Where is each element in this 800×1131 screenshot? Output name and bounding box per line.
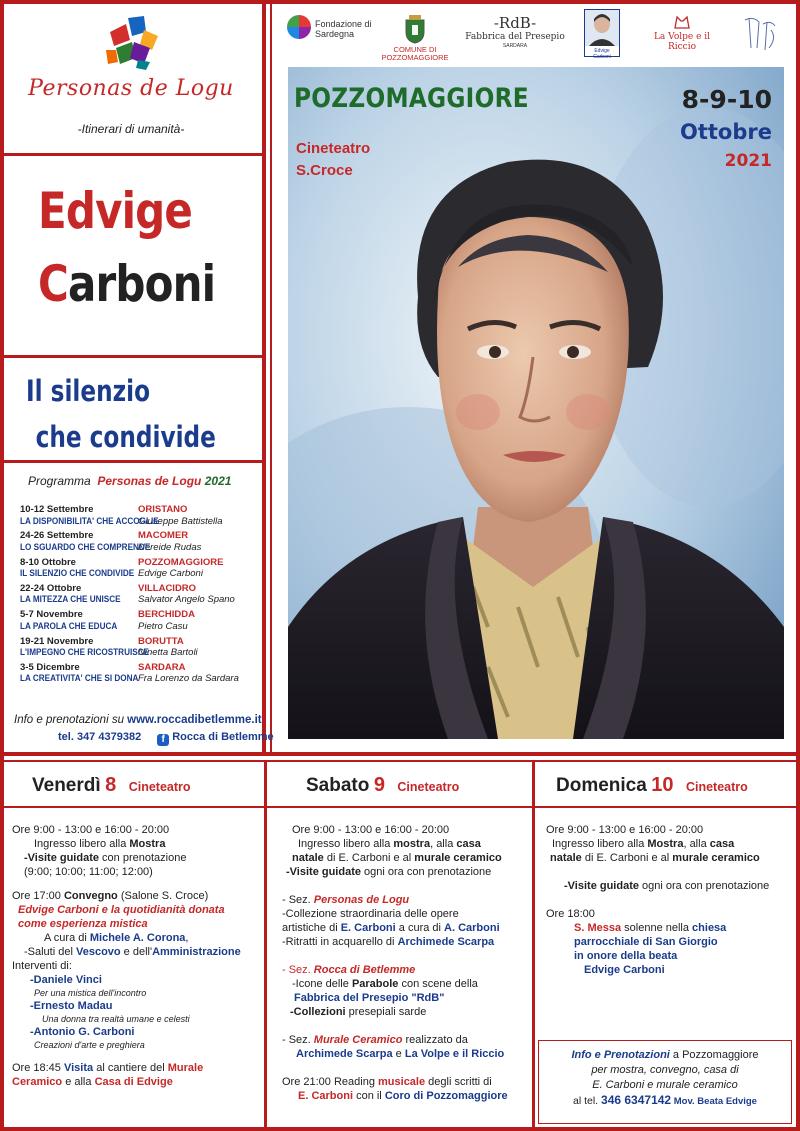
- text-line: -Visite guidate ogni ora con prenotazione: [564, 880, 770, 892]
- day-name: Venerdì: [32, 775, 101, 796]
- divider-col: [532, 762, 535, 1127]
- day-number: 8: [105, 774, 117, 796]
- conference-title: come esperienza mistica: [18, 918, 148, 930]
- entry-town: BORUTTA: [138, 635, 184, 647]
- text-line: -Visite guidate ogni ora con prenotazione: [286, 866, 492, 878]
- rdb-name: Fabbrica del Presepio: [465, 32, 565, 42]
- text-line: -Icone delle Parabole con scene della: [292, 978, 478, 990]
- entry-date: 8-10 Ottobre: [20, 556, 76, 568]
- sunday-schedule: [546, 823, 794, 977]
- event-month: Ottobre: [680, 120, 772, 144]
- conference-title: Edvige Carboni e la quotidianità donata: [18, 904, 225, 916]
- entry-guest: Nereide Rudas: [138, 541, 202, 553]
- volpe-name: La Volpe e il Riccio: [653, 32, 711, 52]
- event-town: POZZOMAGGIORE: [294, 83, 529, 114]
- text-line: Ore 17:00 Convegno (Salone S. Croce): [12, 890, 209, 902]
- text-line: -Ritratti in acquarello di Archimede Scarpa: [282, 936, 495, 948]
- signature-icon: [741, 14, 781, 54]
- text-line: natale di E. Carboni e al murale ceramico: [292, 852, 502, 864]
- facebook-icon: f: [157, 734, 169, 746]
- entry-theme: LA CREATIVITA' CHE SI DONA: [20, 673, 139, 685]
- coat-of-arms-icon: [404, 14, 426, 44]
- text-line: -Collezione straordinaria delle opere: [282, 908, 459, 920]
- day-venue: Cineteatro: [128, 780, 191, 794]
- entry-date: 19-21 Novembre: [20, 635, 94, 647]
- program-entry: [20, 609, 260, 632]
- divider-dayhead: [4, 806, 264, 808]
- divider-dayhead: [267, 806, 532, 808]
- day-heading-saturday: [306, 774, 459, 797]
- day-venue: Cineteatro: [397, 780, 460, 794]
- divider-bottom: [0, 760, 800, 762]
- frame-line: [0, 1127, 800, 1131]
- entry-date: 22-24 Ottobre: [20, 582, 82, 594]
- divider-left-right: [262, 0, 266, 752]
- program-entry: [20, 530, 260, 553]
- brand-tagline: -Itinerari di umanità-: [77, 122, 185, 136]
- entry-guest: Salvator Angelo Spano: [138, 594, 235, 606]
- speaker: -Antonio G. Carboni: [30, 1026, 135, 1038]
- entry-theme: LA DISPONIBILITA' CHE ACCOGLIE: [20, 515, 159, 527]
- friday-schedule: [12, 823, 262, 1089]
- event-year: 2021: [724, 151, 772, 171]
- entry-guest: Ninetta Bartoli: [138, 647, 198, 658]
- phone-number: tel. 347 4379382: [58, 731, 142, 743]
- text-line: Archimede Scarpa e La Volpe e il Riccio: [296, 1048, 505, 1060]
- speaker-topic: Per una mistica dell'incontro: [34, 988, 147, 998]
- sponsor-edvige: [584, 9, 620, 60]
- text-line: E. Carboni e murale ceramico: [592, 1079, 738, 1091]
- entry-guest: Giuseppe Battistella: [138, 515, 223, 527]
- program-brand: Personas de Logu: [97, 474, 202, 488]
- text-line: Ore 18:45 Visita al cantiere del Murale: [12, 1062, 204, 1074]
- text-line: Edvige Carboni: [584, 964, 665, 976]
- title-first-name: Edvige: [38, 182, 193, 240]
- speaker-topic: Una donna tra realtà umane e celesti: [42, 1014, 190, 1024]
- program-entry: [20, 636, 260, 659]
- divider-bottom: [0, 752, 800, 756]
- entry-town: SARDARA: [138, 661, 186, 673]
- event-days: 8-9-10: [681, 85, 772, 114]
- entry-theme: LA PAROLA CHE EDUCA: [20, 620, 118, 632]
- entry-theme: LO SGUARDO CHE COMPRENDE: [20, 541, 151, 553]
- entry-theme: LA MITEZZA CHE UNISCE: [20, 594, 121, 606]
- entry-town: ORISTANO: [138, 504, 188, 515]
- divider-title: [0, 355, 262, 358]
- entry-date: 10-12 Settembre: [20, 504, 94, 515]
- text-line: Ore 18:00: [546, 908, 595, 920]
- text-line: al tel. 346 6347142 Mov. Beata Edvige: [573, 1093, 757, 1107]
- sponsor-comune: [376, 14, 454, 62]
- edvige-label: Edvige Carboni: [593, 48, 611, 60]
- text-line: in onore della beata: [574, 950, 678, 962]
- frame-line: [796, 0, 800, 1131]
- text-line: -Collezioni presepiali sarde: [290, 1006, 427, 1018]
- program-entry: [20, 583, 260, 606]
- tel-line: [58, 731, 274, 746]
- frame-line: [0, 0, 800, 4]
- day-venue: Cineteatro: [685, 780, 748, 794]
- day-heading-sunday: [556, 774, 748, 797]
- puzzle-logo-icon: [100, 10, 164, 72]
- day-number: 9: [373, 774, 385, 796]
- portrait-icon: [585, 10, 619, 46]
- text-line: -Saluti del Vescovo e dell'Amministrazione: [24, 946, 241, 958]
- title-last-name: [38, 255, 215, 313]
- text-line: Ceramico e alla Casa di Edvige: [12, 1076, 173, 1088]
- divider-dayhead: [535, 806, 796, 808]
- entry-guest: Pietro Casu: [138, 620, 188, 632]
- text-line: -Visite guidate con prenotazione: [24, 852, 187, 864]
- venue-line: S.Croce: [296, 162, 353, 179]
- text-line: Ore 21:00 Reading musicale degli scritti di: [282, 1076, 492, 1088]
- program-heading: [28, 474, 231, 488]
- title-initial: C: [38, 255, 68, 313]
- hours: Ore 9:00 - 13:00 e 16:00 - 20:00: [546, 824, 704, 836]
- section: - Sez. Rocca di Betlemme: [282, 964, 416, 976]
- info-line: [14, 714, 262, 726]
- entry-town: MACOMER: [138, 530, 189, 542]
- subtitle: [26, 368, 216, 460]
- entry-town: POZZOMAGGIORE: [138, 556, 224, 568]
- text-line: parrocchiale di San Giorgio: [574, 936, 718, 948]
- program-entry: [20, 504, 260, 527]
- entry-date: 3-5 Dicembre: [20, 661, 80, 673]
- text-line: Info e Prenotazioni a Pozzomaggiore: [571, 1049, 759, 1061]
- day-number: 10: [651, 774, 674, 796]
- brand-name: Personas de Logu: [28, 76, 234, 101]
- day-name: Domenica: [556, 775, 647, 796]
- frame-line: [0, 0, 4, 1131]
- text-line: Fabbrica del Presepio "RdB": [294, 992, 445, 1004]
- speaker-topic: Creazioni d'arte e preghiera: [34, 1040, 145, 1050]
- text-line: Interventi di:: [12, 960, 72, 972]
- title-rest: arboni: [67, 255, 216, 313]
- text-line: natale di E. Carboni e al murale ceramico: [550, 852, 760, 864]
- hours: Ore 9:00 - 13:00 e 16:00 - 20:00: [12, 824, 170, 836]
- entry-date: 5-7 Novembre: [20, 609, 83, 621]
- program-entry: [20, 557, 260, 580]
- sponsor-archimede: [736, 14, 786, 56]
- text-line: Ingresso libero alla mostra, alla casa: [298, 838, 481, 850]
- hours: Ore 9:00 - 13:00 e 16:00 - 20:00: [292, 824, 450, 836]
- fondazione-logo-icon: [286, 14, 312, 40]
- sponsor-volpe: [640, 14, 724, 52]
- entry-town: VILLACIDRO: [138, 582, 197, 594]
- fondazione-name: Fondazione di Sardegna: [315, 19, 372, 39]
- divider-left-right: [270, 0, 272, 752]
- divider-logo: [0, 153, 262, 156]
- event-venue: [296, 138, 370, 182]
- entry-date: 24-26 Settembre: [20, 530, 94, 542]
- saturday-schedule: [282, 823, 532, 1103]
- text-line: Ingresso libero alla Mostra: [34, 838, 166, 850]
- event-dates: [640, 84, 772, 174]
- entry-guest: Edvige Carboni: [138, 568, 203, 580]
- text-line: S. Messa solenne nella chiesa: [574, 922, 727, 934]
- speaker: -Daniele Vinci: [30, 974, 102, 986]
- section: - Sez. Personas de Logu: [282, 894, 410, 906]
- comune-name: COMUNE DI POZZOMAGGIORE: [381, 45, 449, 62]
- program-year: 2021: [204, 474, 232, 488]
- entry-guest: Fra Lorenzo da Sardara: [138, 673, 239, 685]
- day-name: Sabato: [306, 775, 370, 796]
- text-line: Ingresso libero alla Mostra, alla casa: [552, 838, 735, 850]
- text-line: per mostra, convegno, casa di: [591, 1064, 739, 1076]
- fox-icon: [673, 14, 691, 30]
- info-box: [538, 1040, 792, 1124]
- entry-theme: IL SILENZIO CHE CONDIVIDE: [20, 568, 135, 580]
- section: - Sez. Murale Ceramico realizzato da: [282, 1034, 468, 1046]
- subtitle-line: che condivide: [35, 420, 216, 454]
- text-line: E. Carboni con il Coro di Pozzomaggiore: [298, 1090, 508, 1102]
- facebook-page[interactable]: Rocca di Betlemme: [172, 731, 274, 743]
- day-heading-friday: [32, 774, 191, 797]
- divider-subtitle: [0, 460, 262, 463]
- rdb-sub: SARDARA: [502, 43, 528, 49]
- entry-town: BERCHIDDA: [138, 609, 195, 621]
- program-entry: [20, 662, 260, 685]
- divider-col: [264, 762, 267, 1127]
- text-line: (9:00; 10:00; 11:00; 12:00): [24, 866, 153, 878]
- info-label: Info e prenotazioni su: [14, 714, 124, 726]
- program-label: Programma: [28, 474, 91, 488]
- text-line: A cura di Michele A. Corona,: [44, 932, 189, 944]
- sponsor-rdb: [464, 14, 566, 49]
- speaker: -Ernesto Madau: [30, 1000, 113, 1012]
- subtitle-line: Il silenzio: [26, 374, 151, 408]
- venue-line: Cineteatro: [296, 140, 371, 157]
- rdb-logo: -RdB-: [493, 14, 537, 32]
- website-link[interactable]: www.roccadibetlemme.it: [127, 714, 262, 726]
- entry-theme: L'IMPEGNO CHE RICOSTRUISCE: [20, 647, 150, 658]
- text-line: artistiche di E. Carboni a cura di A. Carboni: [282, 922, 500, 934]
- sponsor-fondazione: [286, 14, 372, 40]
